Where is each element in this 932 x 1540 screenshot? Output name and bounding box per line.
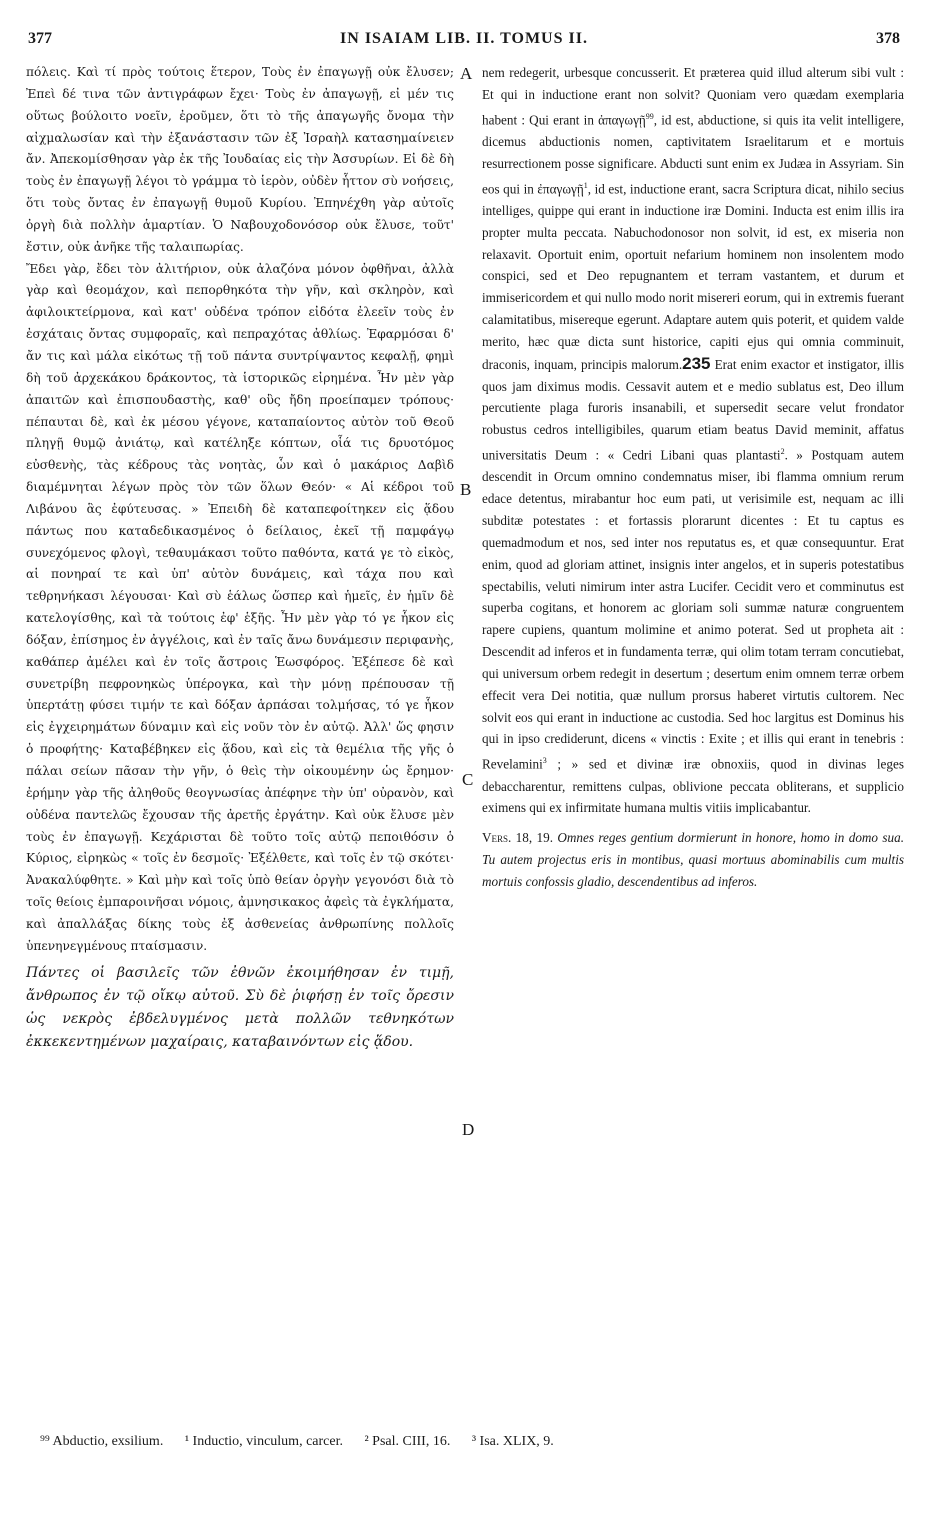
- latin-text-b: , id est, abductione, si quis ita velit intelligere, dicemus abductionis nomen, captivitatem Israelitarum et e mortuis resurrectionem posse significare. Abducti sunt enim ex Judæa in Assyriam. Sin eos qui in ἐπαγωγῇ: [482, 112, 904, 196]
- greek-verse-lemma: Πάντες οἱ βασιλεῖς τῶν ἐθνῶν ἐκοιμήθησαν ἐν τιμῇ, ἄνθρωπος ἐν τῷ οἴκῳ αὐτοῦ. Σὺ δὲ ῥιφήσῃ ἐν τοῖς ὄρεσιν ὡς νεκρὸς ἐβδελυγμένος μετὰ πολλῶν τεθνηκότων ἐκκεκεντημένων μαχαίραις, καταβαινόντων εἰς ᾅδου.: [26, 964, 454, 1050]
- left-page-number: 377: [28, 30, 52, 47]
- running-header: [28, 30, 900, 54]
- footnote-ref-2: 2: [780, 447, 785, 457]
- latin-text-e: . » Postquam autem descendit in Orcum omnino condemnatus miser, ibi flamma omnium rerum edace detentus, mirabantur hoc eum pati, ut verisimile est, nequam ac illi subditæ potestates : et fortassis plorarunt dicentes : Et tu captus es quemadmodum et nos, sed inter nos reputatus es, et quæ consequuntur. Erat enim, quod ad gloriam attinet, insignis inter angelos, et in superis potestatibus spectabilis, veluti nimirum inter astra Lucifer. Cecidit vero et comminutus est superba cogitans, et honorem ac gloriam soli summæ naturæ congruentem rapere cupiens, quantum molimine et animo poterat. Sed ut propheta ait : Descendit ad inferos et in fundamenta terræ, qui olim totam terram concutiebat, qui universum orbem redegit in desertum ; desertum enim omnem terræ orbem effecit vera Dei notitia, quæ nullum prorsus haberet virtutis cultorem. Nec solvit eos qui erant in inductione ac custodia. Sed hoc largitus est Dominus his qui in ipso crediderunt, dicens « vinctis : Exite ; et illis qui erant in tenebris : Revelamini: [482, 447, 904, 772]
- latin-text-d: Erat enim exactor et instigator, illis quos jam diximus modis. Cessavit autem et e medio sublatus est, Deo illum percutiente plaga furoris insanabili, et supersedit secare velut frondator robustus cedros intelligibiles, quarum etiam beatus David meminit, affatus universitatis Deum : « Cedri Libani quas plantasti: [482, 356, 904, 463]
- footnote-2: ² Psal. CIII, 16.: [364, 1434, 451, 1449]
- footnote-ref-99: 99: [645, 111, 654, 121]
- footnote-ref-3: 3: [542, 756, 547, 766]
- greek-paragraph-2: Ἔδει γὰρ, ἔδει τὸν ἀλιτήριον, οὐκ ἀλαζόνα μόνον ὀφθῆναι, ἀλλὰ γὰρ καὶ θεομάχον, καὶ πεπορθηκότα τὴν γῆν, καὶ σκληρὸν, καὶ ἀφιλοικτείρμονα, καὶ κατ' οὐδένα τρόπον εἰδότα ἐλεεῖν τοὺς ἐν ἐσχάταις ὄντας συμφοραῖς, καὶ πεπραχότας ἀθλίως. Ἐφαρμόσαι δ' ἄν τις καὶ μάλα εἰκότως τῇ τοῦ πάντα συντρίψαντος κεφαλῇ, φημὶ δὴ τοῦ ἀρχεκάκου δράκοντος, τὰ ἱστορικῶς εἰρημένα. Ἦν μὲν γὰρ ἀπαιτῶν καὶ ἐπισπουδαστὴς, καθ' οὓς ἤδη προείπαμεν τρόπους· πέπαυται δὲ, καὶ ἐκ μέσου γέγονε, καταπαίοντος αὐτὸν τοῦ Θεοῦ πληγῇ θυμῷ ἀνιάτῳ, καὶ κατέληξε κόπτων, οἷά τις δρυοτόμος εὐσθενὴς, τὰς κέδρους τὰς νοητὰς, ὧν καὶ ὁ μακάριος Δαβὶδ διαμέμνηται λέγων πρὸς τὸν τῶν ὅλων Θεόν· « Αἱ κέδροι τοῦ Λιβάνου ἃς ἐφύτευσας. » Ἐπειδὴ δὲ καταπεφοίτηκεν εἰς ᾅδου πάντως που καταδεδικασμένος ὁ δείλαιος, ἐκεῖ τῇ παμφάγῳ συνεχόμενος φλογὶ, τεθαυμάκασι τοῦτο παθόντα, κατά γε τὸ εἰκὸς, αἱ πονηραί τε καὶ ὑπ' αὐτὸν δυνάμεις, καὶ τάχα που καὶ τεθρηνήκασι λέγουσαι· Καὶ σὺ ἑάλως ὥσπερ καὶ ἡμεῖς, ἐν ἡμῖν δὲ κατελογίσθης, καὶ τὰ τούτοις ἐφ' ἑξῆς. Ἦν μὲν γὰρ τό γε ἧκον εἰς δόξαν, ἐπίσημος ἐν ἀγγέλοις, καὶ ἐν ταῖς ἄνω δυνάμεσιν περιφανὴς, καθάπερ ἀμέλει καὶ ἐν τοῖς ἄστροις Ἑωσφόρος. Ἐξέπεσε δὲ καὶ συνετρίβη πεφρονηκὼς ὑπέρογκα, καὶ τὴν μόνῃ πρέπουσαν τῇ ὑπερτάτῃ φύσει τιμήν τε καὶ δόξαν ἁρπάσαι τολμήσας, τό γε ἧκον εἰς ἐγχειρημάτων δύναμιν καὶ εἰς νοῦν τὸν ἐν αὐτῷ. Ἀλλ' ὥς φησιν ὁ προφήτης· Καταβέβηκεν εἰς ᾅδου, καὶ εἰς τὰ θεμέλια τῆς γῆς ὁ πάλαι σείων πᾶσαν τὴν γῆν, ὁ θεὶς τὴν οἰκουμένην ὡς ἔρημον· ἐρήμην γὰρ τῆς ἀληθοῦς θεογνωσίας ἀπέφηνε τὴν ὑπ' οὐρανὸν, καὶ οὐδένα παντελῶς ἔχουσαν τῆς ἀρετῆς ἐργάτην. Καὶ οὐκ ἔλυσε μὲν τοὺς ἐν ἐπαγωγῇ. Κεχάρισται δὲ τοῦτο τοῖς αὐτῷ πεποιθόσιν ὁ Κύριος, εἰρηκὼς « τοῖς ἐν δεσμοῖς· Ἐξέλθετε, καὶ τοῖς ἐν τῷ σκότει· Ἀνακαλύφθητε. » Καὶ μὴν καὶ τοῖς ὑπὸ θείαν ὀργὴν γεγονόσι διὰ τὸ τοῖς θείοις ἐμπαροινῆσαι νόμοις, ἀμνησικακος ἀφεὶς τὰ ἐγκλήματα, καὶ ἀπαλλάξας δίκης τοὺς ἐξ ἀσθενείας ἀνθρωπίνης πολλοῖς ὑπενηνεγμένους πταίσμασιν.: [26, 261, 454, 953]
- latin-text-a: nem redegerit, urbesque concusserit. Et præterea quid illud alterum sibi vult : Et qui in inductione erant non solvit? Quoniam vero quædam exemplaria habent : Qui erant in ἀπαγωγῇ: [482, 65, 904, 128]
- right-page-number: 378: [876, 30, 900, 47]
- latin-paragraph-1: [482, 62, 904, 819]
- footnote-1: ¹ Inductio, vinculum, carcer.: [184, 1434, 343, 1449]
- margin-letter-b: B: [460, 480, 472, 499]
- footnote-ref-1: 1: [583, 180, 588, 190]
- greek-column: [26, 62, 454, 1054]
- margin-letter-d: D: [462, 1120, 475, 1139]
- latin-text-c: , id est, inductione erant, sacra Scriptura dicat, nihilo secius intelliges, quippe qui erant in inductione iræ Domini. Inducta est enim illis ira propter multa peccata. Nabuchodonosor non solvit, id est, ex miseria non relaxavit. Oportuit enim, oportuit nefarium hominem non insolentem modo conspici, sed et Deo repugnantem et terram vastantem, et durum et immisericordem et qui nullo modo norit misereri eorum, qui in extremis fuerant calamitatibus, misereque egerunt. Adaptare autem quis poterit, et quidem valde merito, hæc quæ dicta sunt historice, capiti ejus qui omnia comminuit, draconis, inquam, principis malorum.: [482, 181, 905, 372]
- margin-letter-a: A: [460, 64, 473, 83]
- footnote-3: ³ Isa. XLIX, 9.: [471, 1434, 554, 1449]
- latin-column: [482, 62, 904, 893]
- verse-text: Omnes reges gentium dormierunt in honore, homo in domo sua. Tu autem projectus eris in montibus, quasi mortuus abominabilis cum multis mortuis confossis gladio, descendentibus ad inferos.: [482, 830, 904, 889]
- latin-verse-lemma: [482, 827, 904, 893]
- verse-label: Vers. 18, 19.: [482, 830, 554, 846]
- footnotes: [40, 1434, 892, 1450]
- greek-paragraph-1: πόλεις. Καὶ τί πρὸς τούτοις ἕτερον, Τοὺς ἐν ἐπαγωγῇ οὐκ ἔλυσεν; Ἐπεὶ δέ τινα τῶν ἀντιγράφων ἔχει· Τοὺς ἐν ἀπαγωγῇ, εἰ μέν τις οὕτως βούλοιτο νοεῖν, ἐροῦμεν, ὅτι τὸ τῆς ἀπαγωγῆς ὄνομα τὴν αἰχμαλωσίαν καὶ τὴν ἐξανάστασιν τῶν ἐξ Ἰσραὴλ κατασημαίνειεν ἄν. Ἀπεκομίσθησαν γὰρ ἐκ τῆς Ἰουδαίας εἰς τὴν Ἀσσυρίων. Εἰ δὲ δὴ τοὺς ἐν ἐπαγωγῇ λέγοι τὸ γράμμα τὸ ἱερὸν, οὐδὲν ἧττον σὺ νοήσεις, ὅτι τοὺς ὄντας ἐν ἐπαγωγῇ θυμοῦ Κυρίου. Ἐπηνέχθη γὰρ αὐτοῖς ὀργὴ διὰ πολλὴν ἁμαρτίαν. Ὁ Ναβουχοδονόσορ οὐκ ἔλυσε, τοῦτ' ἔστιν, οὐκ ἀνῆκε τῆς ταλαιπωρίας.: [26, 65, 454, 254]
- margin-letter-c: C: [462, 770, 474, 789]
- footnote-99: ⁹⁹ Abductio, exsilium.: [40, 1434, 164, 1449]
- column-number-235: 235: [682, 353, 711, 373]
- latin-text-f: ; » sed et divinæ iræ obnoxiis, quod in divinas leges debaccharentur, remittens culpas, oblivione peccata obliterans, et supplicio eximens qui ex infirmitate humana multis vitiis implicabantur.: [482, 756, 904, 816]
- running-title: IN ISAIAM LIB. II. TOMUS II.: [340, 30, 588, 47]
